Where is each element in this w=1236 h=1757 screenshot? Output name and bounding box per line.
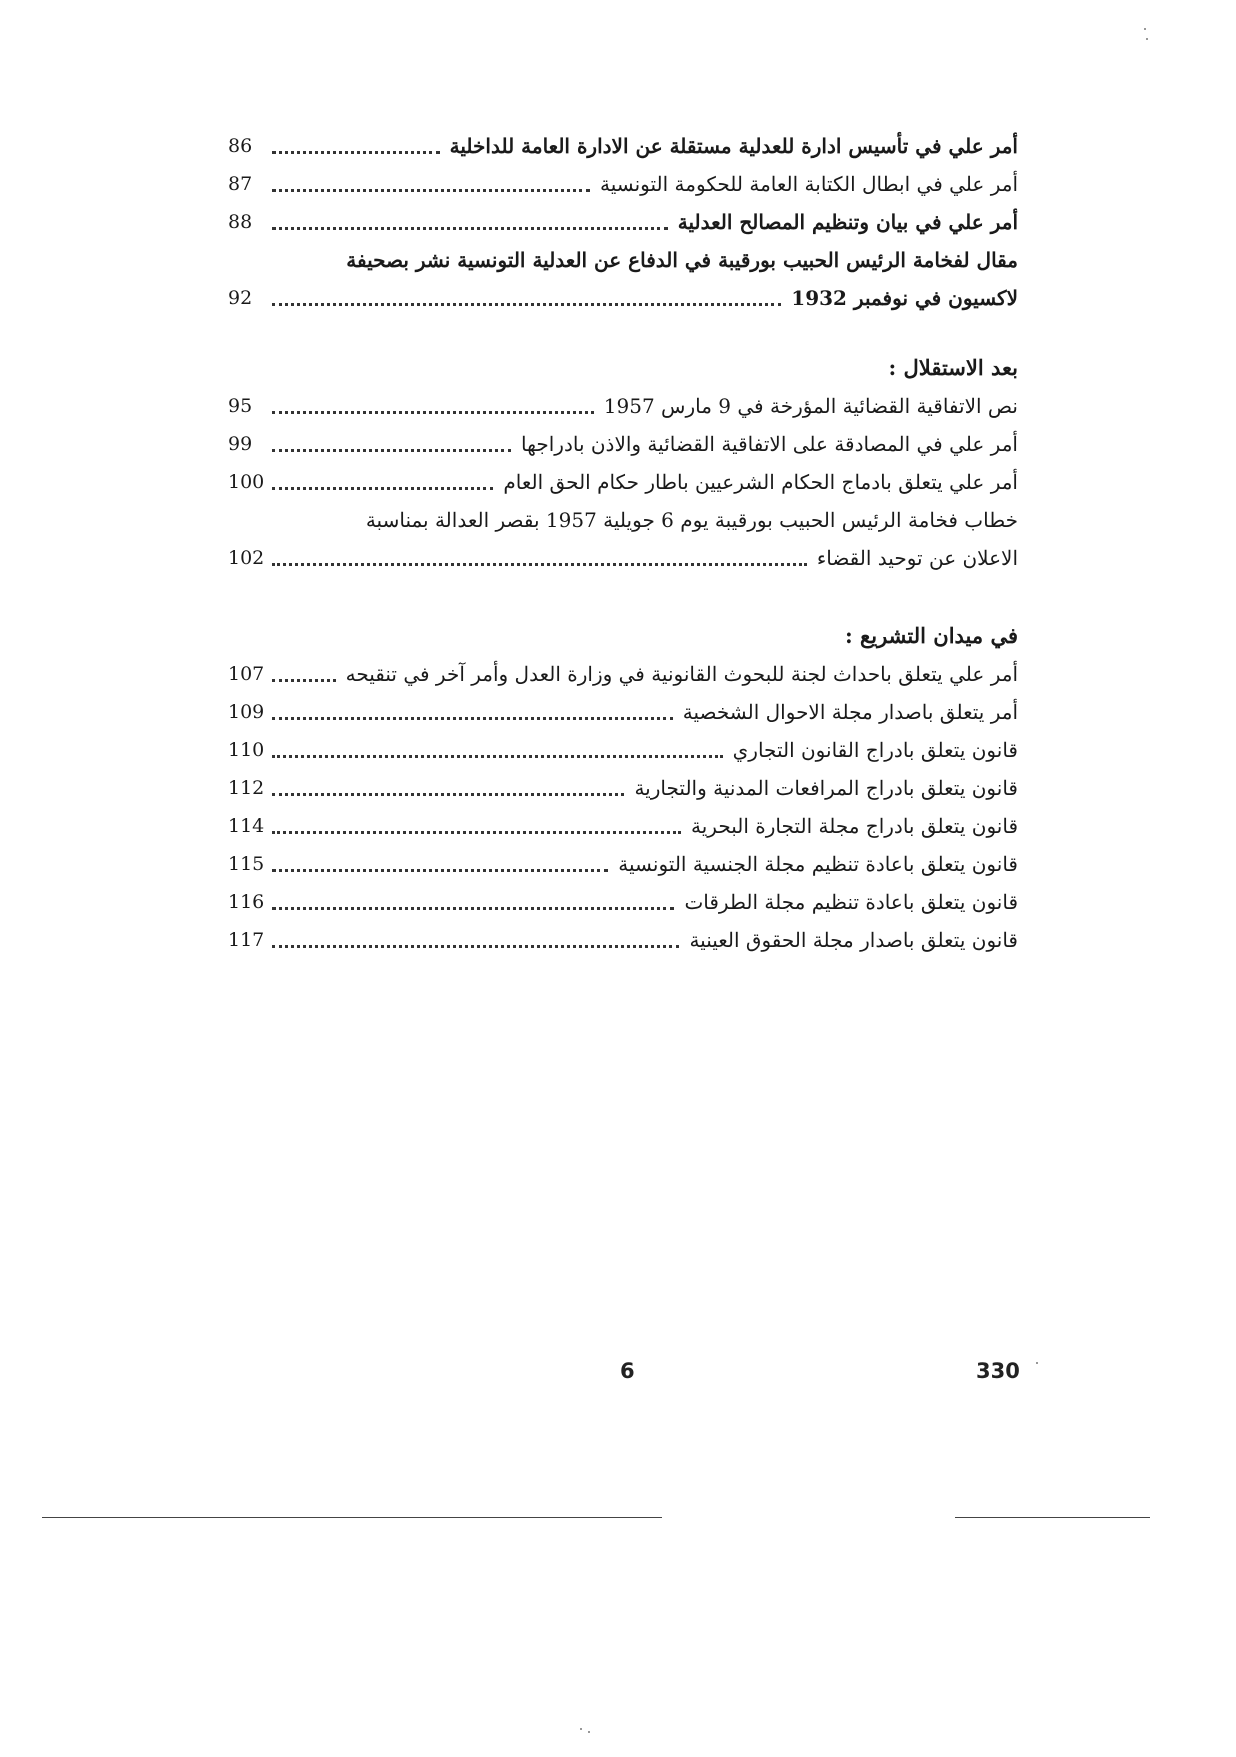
toc-entry-title: أمر علي يتعلق باحداث لجنة للبحوث القانونية في وزارة العدل وأمر آخر في تنقيحه — [345, 662, 1018, 686]
scan-edge-line-right — [955, 1517, 1150, 1518]
toc-entry-page: 99 — [228, 433, 253, 455]
dot-leader — [272, 151, 440, 154]
dot-leader — [272, 563, 807, 566]
scan-speck — [1144, 28, 1146, 30]
scan-speck — [580, 1728, 582, 1730]
dot-leader — [272, 411, 594, 414]
toc-entry[interactable] — [228, 203, 1018, 241]
dot-leader — [272, 907, 674, 910]
dot-leader — [272, 227, 668, 230]
toc-entry-title: مقال لفخامة الرئيس الحبيب بورقيبة في الدفاع عن العدلية التونسية نشر بصحيفة — [346, 248, 1018, 272]
toc-entry[interactable] — [228, 127, 1018, 165]
toc-entry-page: 100 — [228, 471, 265, 493]
dot-leader — [272, 449, 511, 452]
toc-entry-title: أمر علي في المصادقة على الاتفاقية القضائية والاذن بادراجها — [521, 432, 1018, 456]
toc-entry-title: أمر علي في ابطال الكتابة العامة للحكومة التونسية — [600, 172, 1018, 196]
toc-entry-page: 86 — [228, 135, 253, 157]
toc-entry-page: 107 — [228, 663, 265, 685]
toc-entry[interactable] — [228, 731, 1018, 769]
dot-leader — [272, 869, 608, 872]
toc-entry-page: 95 — [228, 395, 253, 417]
toc-entry[interactable] — [228, 807, 1018, 845]
toc-entry-title: قانون يتعلق بادراج القانون التجاري — [732, 738, 1018, 762]
scan-speck — [1036, 1362, 1038, 1364]
toc-entry-page: 110 — [228, 739, 265, 761]
section-heading: بعد الاستقلال : — [888, 355, 1018, 380]
toc-entry-line-1[interactable] — [228, 501, 1018, 539]
toc-entry[interactable] — [228, 165, 1018, 203]
dot-leader — [272, 303, 781, 306]
toc-entry-page: 92 — [228, 287, 253, 309]
toc-entry-title-continued: لاكسيون في نوفمبر 1932 — [791, 286, 1018, 310]
toc-entry[interactable] — [228, 387, 1018, 425]
dot-leader — [272, 945, 679, 948]
toc-entry-page: 88 — [228, 211, 253, 233]
dot-leader — [272, 679, 336, 682]
toc-section-colonial — [228, 127, 1018, 317]
toc-entry[interactable] — [228, 921, 1018, 959]
toc-entry-title: أمر يتعلق باصدار مجلة الاحوال الشخصية — [682, 700, 1018, 724]
toc-entry-line-2[interactable] — [228, 539, 1018, 577]
section-heading: في ميدان التشريع : — [844, 623, 1018, 648]
toc-entry-title: أمر علي في بيان وتنظيم المصالح العدلية — [677, 210, 1018, 234]
toc-entry-title: خطاب فخامة الرئيس الحبيب بورقيبة يوم 6 جويلية 1957 بقصر العدالة بمناسبة — [365, 508, 1018, 532]
toc-entry-page: 114 — [228, 815, 265, 837]
toc-entry-page: 115 — [228, 853, 265, 875]
scan-edge-line-left — [42, 1517, 662, 1518]
toc-entry-title: قانون يتعلق بادراج مجلة التجارة البحرية — [691, 814, 1018, 838]
dot-leader — [272, 831, 681, 834]
toc-section-after-independence — [228, 349, 1018, 577]
toc-entry-title: قانون يتعلق باعادة تنظيم مجلة الطرقات — [684, 890, 1018, 914]
toc-entry-page: 112 — [228, 777, 265, 799]
folio-number: 330 — [976, 1359, 1020, 1383]
toc-entry-page: 116 — [228, 891, 265, 913]
toc-entry-title: أمر علي يتعلق بادماج الحكام الشرعيين باطار حكام الحق العام — [503, 470, 1018, 494]
toc-entry-title: قانون يتعلق باصدار مجلة الحقوق العينية — [689, 928, 1018, 952]
scan-speck — [588, 1731, 590, 1733]
table-of-contents — [228, 127, 1018, 959]
toc-entry-page: 102 — [228, 547, 265, 569]
toc-entry-title: نص الاتفاقية القضائية المؤرخة في 9 مارس 1957 — [603, 394, 1018, 418]
toc-entry-title: قانون يتعلق بادراج المرافعات المدنية والتجارية — [634, 776, 1018, 800]
toc-entry[interactable] — [228, 425, 1018, 463]
dot-leader — [272, 189, 590, 192]
toc-entry[interactable] — [228, 883, 1018, 921]
toc-entry[interactable] — [228, 845, 1018, 883]
toc-entry[interactable] — [228, 655, 1018, 693]
toc-entry-page: 109 — [228, 701, 265, 723]
dot-leader — [272, 717, 673, 720]
toc-entry-page: 87 — [228, 173, 253, 195]
toc-entry[interactable] — [228, 769, 1018, 807]
toc-entry-title-continued: الاعلان عن توحيد القضاء — [816, 546, 1018, 570]
toc-entry[interactable] — [228, 463, 1018, 501]
toc-entry[interactable] — [228, 693, 1018, 731]
toc-entry-title: أمر علي في تأسيس ادارة للعدلية مستقلة عن الادارة العامة للداخلية — [449, 134, 1018, 158]
dot-leader — [272, 487, 493, 490]
toc-entry-line-1[interactable] — [228, 241, 1018, 279]
toc-entry-page: 117 — [228, 929, 265, 951]
scan-speck — [1146, 38, 1148, 40]
toc-entry-line-2[interactable] — [228, 279, 1018, 317]
page-number: 6 — [620, 1359, 635, 1383]
dot-leader — [272, 755, 723, 758]
dot-leader — [272, 793, 624, 796]
toc-section-legislation — [228, 617, 1018, 959]
toc-entry-title: قانون يتعلق باعادة تنظيم مجلة الجنسية التونسية — [618, 852, 1018, 876]
